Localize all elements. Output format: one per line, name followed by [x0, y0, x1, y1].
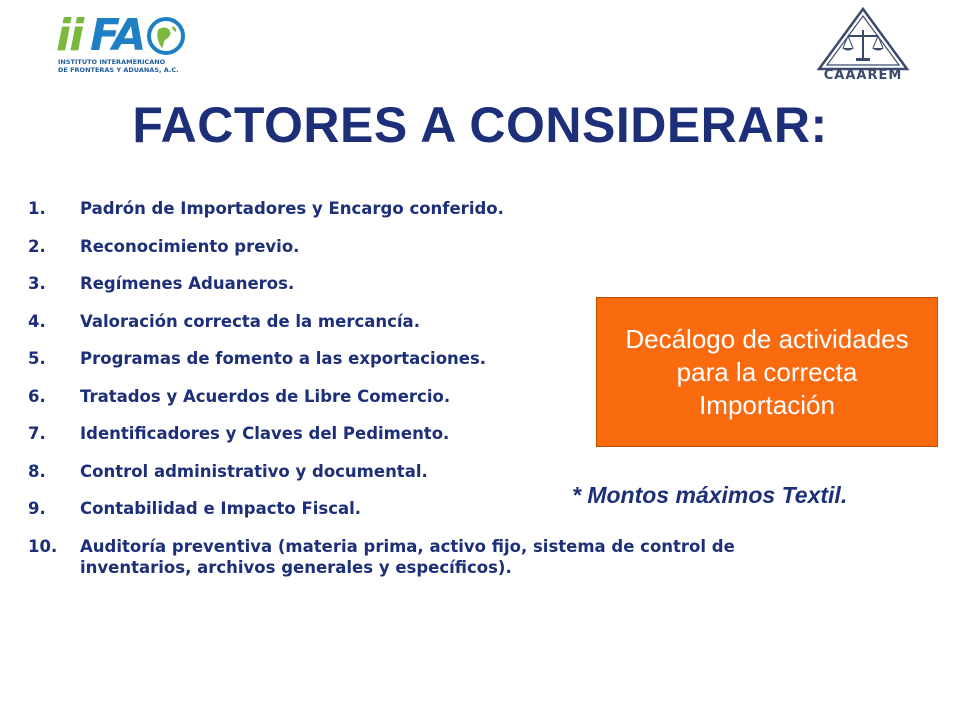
item-text: Tratados y Acuerdos de Libre Comercio.	[80, 386, 451, 406]
item-number: 9.	[28, 499, 46, 518]
list-item	[28, 273, 868, 295]
item-number: 7.	[28, 424, 46, 443]
item-number: 1.	[28, 199, 46, 218]
logo-subtitle	[58, 58, 208, 74]
item-number: 2.	[28, 236, 46, 256]
decalogo-callout	[596, 297, 938, 447]
page-title: FACTORES A CONSIDERAR:	[132, 97, 828, 153]
item-number: 6.	[28, 386, 46, 406]
item-text: Reconocimiento previo.	[80, 236, 300, 256]
item-text: Control administrativo y documental.	[80, 461, 428, 481]
item-text: Contabilidad e Impacto Fiscal.	[80, 499, 362, 518]
item-text: Valoración correcta de la mercancía.	[80, 311, 420, 331]
item-text: Auditoría preventiva (materia prima, activo fijo, sistema de control de inventarios, archivos generales y específicos).	[80, 536, 735, 577]
item-text: Identificadores y Claves del Pedimento.	[80, 424, 450, 443]
globe-icon	[146, 16, 186, 56]
item-number: 5.	[28, 349, 46, 368]
item-text: Programas de fomento a las exportaciones.	[80, 349, 487, 368]
logo-fa-text: FA	[90, 10, 145, 61]
logo-ii-text: ii	[56, 10, 83, 61]
item-number: 3.	[28, 274, 46, 293]
scales-triangle-icon	[808, 6, 918, 72]
list-item	[28, 461, 868, 483]
list-item	[28, 236, 868, 258]
caaarem-logo	[808, 6, 918, 86]
item-number: 8.	[28, 461, 46, 481]
logo-subtitle-line1: INSTITUTO INTERAMERICANO	[58, 58, 166, 66]
item-number: 4.	[28, 311, 46, 331]
list-item	[28, 198, 868, 220]
item-text: Padrón de Importadores y Encargo conferido.	[80, 199, 504, 218]
callout-text: Decálogo de actividades para la correcta Importación	[625, 323, 909, 420]
logo-subtitle-line2: DE FRONTERAS Y ADUANAS, A.C.	[58, 66, 179, 74]
iifa-logo	[56, 12, 206, 80]
item-text: Regímenes Aduaneros.	[80, 274, 295, 293]
caaarem-text: CAAAREM	[823, 68, 903, 83]
list-item	[28, 536, 850, 578]
textile-note: * Montos máximos Textil.	[572, 482, 848, 508]
item-number: 10.	[28, 536, 58, 556]
